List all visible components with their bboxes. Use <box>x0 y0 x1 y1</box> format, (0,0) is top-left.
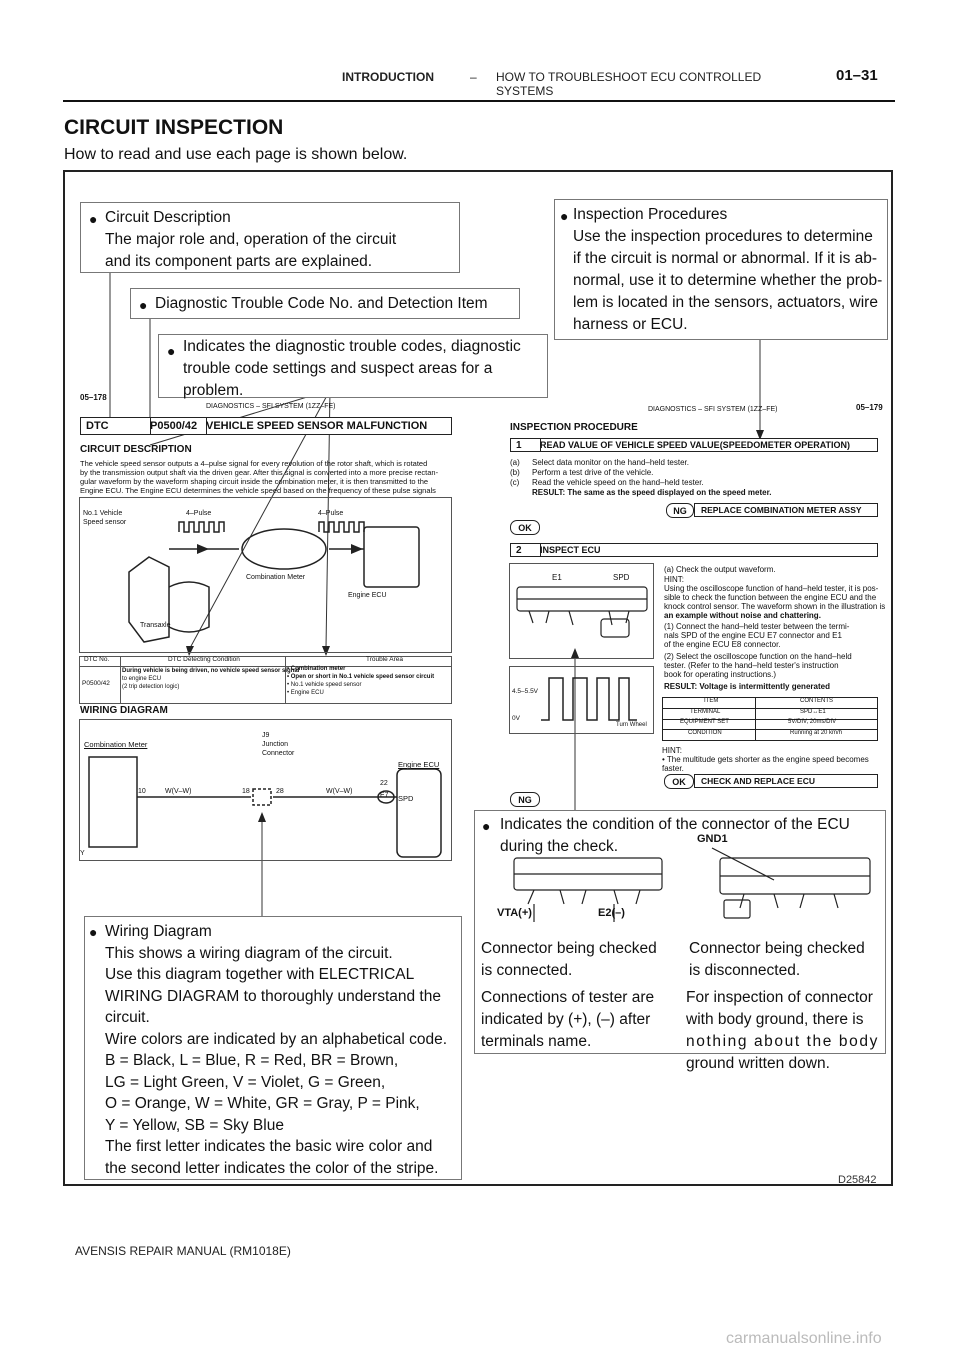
callout-bullet-icon: ● <box>482 818 491 834</box>
param-head-item: ITEM <box>704 698 719 704</box>
dtc-table-header-condition: DTC Detecting Condition <box>168 656 240 663</box>
ok-action-box: CHECK AND REPLACE ECU <box>694 774 878 788</box>
wiring-pin18: 18 <box>242 788 250 795</box>
step1-a-text: Select data monitor on the hand–held tester. <box>532 458 689 467</box>
callout-wiring-diagram: ● Wiring Diagram This shows a wiring diagram of the circuit. Use this diagram together with ELECTRICAL WIRING DIAGRAM to thoroughly understand the circuit. Wire colors are indicated by an alphabetical code. B = Black, L = Blue, R = Red, BR = Brown, LG = Light Green, V = Violet, G = Green, O = Orange, W = White, GR = Gray, P = Pink, Y = Yellow, SB = Sky Blue The first letter indicates the basic wire color and the second letter indicates the color of the stripe. <box>84 916 462 1180</box>
param-condition-key: CONDITION <box>688 730 722 736</box>
step2-line-8: of the engine ECU E8 connector. <box>664 640 781 649</box>
dtc-condition-2: (2 trip detection logic) <box>122 684 180 690</box>
ng-pill: NG <box>666 503 694 518</box>
step2-number: 2 <box>511 544 541 556</box>
note-body-ground: For inspection of connector with body ground, there is nothing about the body ground written down. <box>686 989 879 1072</box>
ecu-connector-drawing <box>509 563 654 659</box>
wiring-ecu-label: Engine ECU <box>398 760 440 769</box>
note-connected: Connector being checked is connected. <box>481 940 657 979</box>
step2-line-6: (1) Connect the hand–held tester between the termi- <box>664 622 850 631</box>
dtc-area-3: • Engine ECU <box>287 690 324 696</box>
page-subtitle: How to read and use each page is shown below. <box>64 146 408 163</box>
page-title: CIRCUIT INSPECTION <box>64 116 284 139</box>
wiring-heading: WIRING DIAGRAM <box>80 705 168 716</box>
page-number: 01–31 <box>836 67 878 84</box>
wiring-wire2: W(V–W) <box>326 788 353 795</box>
connector-illustrations <box>474 840 886 930</box>
watermark: carmanualsonline.info <box>726 1330 882 1347</box>
callout-circuit-description: ● Circuit Description The major role and, operation of the circuit and its component parts are explained. <box>80 202 460 273</box>
step1-bar <box>510 438 878 452</box>
header-topic-line2: SYSTEMS <box>496 84 554 98</box>
step2-line-2: Using the oscilloscope function of hand–held tester, it is pos- <box>664 584 879 593</box>
wiring-wire1: W(V–W) <box>165 788 192 795</box>
circuit-description-line-3: Engine ECU. The Engine ECU determines the vehicle speed based on the frequency of these pulse signals <box>80 486 436 495</box>
wiring-spd: SPD <box>398 794 414 803</box>
header-topic-line1: HOW TO TROUBLESHOOT ECU CONTROLLED <box>496 70 762 84</box>
wiring-connector: Connector <box>262 750 295 757</box>
conn-label-spd: SPD <box>613 573 630 582</box>
conn-label-e1: E1 <box>552 573 562 582</box>
step1-number: 1 <box>511 439 541 451</box>
wiring-y: Y <box>80 850 85 857</box>
diag-sensor-label: No.1 Vehicle <box>83 510 123 517</box>
callout-dtc-settings: ● Indicates the diagnostic trouble codes, diagnostic trouble code settings and suspect areas for a problem. <box>158 334 548 398</box>
param-terminal-key: TERMINAL <box>690 709 721 715</box>
ok2-pill: OK <box>664 774 694 789</box>
param-equipment-value: 5V/DIV, 20ms/DIV <box>788 719 837 725</box>
step1-a-label: (a) <box>510 458 520 467</box>
dtc-area-1: • Open or short in No.1 vehicle speed sensor circuit <box>287 674 435 680</box>
callout-connector-condition: ● Indicates the condition of the connector of the ECU during the check. <box>482 816 850 855</box>
wiring-pin22: 22 <box>380 780 388 787</box>
note-tester-connections: Connections of tester are indicated by (+), (–) after terminals name. <box>481 989 655 1050</box>
right-page-number: 05–179 <box>856 403 883 412</box>
right-running-head: DIAGNOSTICS – SFI SYSTEM (1ZZ–FE) <box>648 406 778 413</box>
step1-result: RESULT: The same as the speed displayed on the speed meter. <box>532 488 772 497</box>
circuit-description-line-0: The vehicle speed sensor outputs a 4–pulse signal for every revolution of the rotor shaft, which is rotated <box>80 459 428 468</box>
step2-line-11: book for operating instructions.) <box>664 670 777 679</box>
step1-c-label: (c) <box>510 478 520 487</box>
dtc-label: DTC <box>81 418 151 434</box>
hint2-line-1: • The multitude gets shorter as the engine speed becomes <box>662 755 869 764</box>
dtc-area-2: • No.1 vehicle speed sensor <box>287 682 362 688</box>
wave-label-turn: Turn Wheel <box>616 722 647 728</box>
step2-line-9: (2) Select the oscilloscope function on the hand–held <box>664 652 852 661</box>
callout-bullet-icon: ● <box>89 211 98 227</box>
dtc-title: VEHICLE SPEED SENSOR MALFUNCTION <box>206 420 428 432</box>
circuit-description-line-1: by the transmission output shaft via the driven gear. After this signal is converted into a more precise rectan- <box>80 468 439 477</box>
diag-meter-label: Combination Meter <box>246 574 306 581</box>
dtc-table-code: P0500/42 <box>82 680 110 687</box>
wave-label-low: 0V <box>512 715 520 722</box>
step1-b-label: (b) <box>510 468 520 477</box>
dtc-table-header-no: DTC No. <box>84 656 110 663</box>
callout-dtc-item: ● Diagnostic Trouble Code No. and Detection Item <box>130 288 520 319</box>
param-condition-value: Running at 20 km/h <box>790 730 843 736</box>
diag-ecu-label: Engine ECU <box>348 592 387 599</box>
circuit-description-heading: CIRCUIT DESCRIPTION <box>80 444 192 455</box>
ng2-pill: NG <box>510 792 540 807</box>
diag-sensor-label-2: Speed sensor <box>83 519 127 526</box>
wiring-pin28: 28 <box>276 788 284 795</box>
diag-pulse1-label: 4–Pulse <box>186 510 212 517</box>
image-code: D25842 <box>838 1174 877 1186</box>
wiring-meter-label: Combination Meter <box>84 740 148 749</box>
dtc-area-0: • Combination meter <box>287 666 346 672</box>
callout-bullet-icon: ● <box>89 924 98 940</box>
step2-line-5: an example without noise and chattering. <box>664 611 821 620</box>
dtc-code: P0500/42 <box>145 418 207 434</box>
ok-pill: OK <box>510 520 540 535</box>
left-page-number: 05–178 <box>80 393 107 402</box>
left-running-head: DIAGNOSTICS – SFI SYSTEM (1ZZ–FE) <box>206 403 336 410</box>
step1-b-text: Perform a test drive of the vehicle. <box>532 468 654 477</box>
pin-gnd1-label: GND1 <box>697 833 728 845</box>
step2-line-7: nals SPD of the engine ECU E7 connector and E1 <box>664 631 842 640</box>
param-equipment-key: EQUIPMENT SET <box>680 719 729 725</box>
pin-e2-label: E2(–) <box>598 907 625 919</box>
pin-vta-label: VTA(+) <box>497 907 532 919</box>
step1-c-text: Read the vehicle speed on the hand–held tester. <box>532 478 704 487</box>
step2-line-3: sible to check the function between the engine ECU and the <box>664 593 877 602</box>
circuit-description-line-2: gular waveform by the waveform shaping circuit inside the combination meter, it is then transmitted to the <box>80 477 429 486</box>
diag-pulse2-label: 4–Pulse <box>318 510 344 517</box>
wiring-e7: E7 <box>380 792 389 799</box>
step2-line-10: tester. (Refer to the hand–held tester's instruction <box>664 661 839 670</box>
callout-inspection-procedures: ● Inspection Procedures Use the inspection procedures to determine if the circuit is normal or abnormal. If it is ab- normal, use it to determine whether the prob- lem is located in the sensors, actuators, wire harness or ECU. <box>554 199 888 340</box>
wiring-pin10: 10 <box>138 788 146 795</box>
hint2-line-2: faster. <box>662 764 684 773</box>
diag-transaxle-label: Transaxle <box>140 622 171 629</box>
step2-title: INSPECT ECU <box>540 545 601 555</box>
dtc-title-bar <box>80 417 452 435</box>
wave-label-high: 4.5–5.5V <box>512 688 539 695</box>
note-disconnected: Connector being checked is disconnected. <box>689 940 865 979</box>
ng-action-box: REPLACE COMBINATION METER ASSY <box>694 503 878 517</box>
callout-bullet-icon: ● <box>560 208 569 224</box>
step2-line-4: knock control sensor. The waveform shown in the illustration is <box>664 602 886 611</box>
step2-bar <box>510 543 878 557</box>
callout-bullet-icon: ● <box>167 343 176 359</box>
param-head-contents: CONTENTS <box>800 698 833 704</box>
procedure-heading: INSPECTION PROCEDURE <box>510 422 638 433</box>
footer-manual-id: AVENSIS REPAIR MANUAL (RM1018E) <box>75 1244 291 1258</box>
param-terminal-value: SPD↔E1 <box>800 709 826 715</box>
callout-bullet-icon: ● <box>139 297 148 313</box>
step1-title: READ VALUE OF VEHICLE SPEED VALUE(SPEEDOMETER OPERATION) <box>540 440 851 450</box>
hint2-heading: HINT: <box>662 746 682 755</box>
header-section: INTRODUCTION <box>342 70 434 84</box>
wiring-junction: Junction <box>262 741 289 748</box>
dtc-table-header-area: Trouble Area <box>366 656 403 663</box>
step2-line-0: (a) Check the output waveform. <box>664 565 776 574</box>
step2-line-1: HINT: <box>664 575 684 584</box>
dtc-condition-1: to engine ECU <box>122 676 162 682</box>
wiring-j9: J9 <box>262 732 270 739</box>
step2-result: RESULT: Voltage is intermittently generated <box>664 682 830 691</box>
header-dash: – <box>470 70 477 84</box>
dtc-condition-0: During vehicle is being driven, no vehicle speed sensor signal <box>122 668 300 674</box>
